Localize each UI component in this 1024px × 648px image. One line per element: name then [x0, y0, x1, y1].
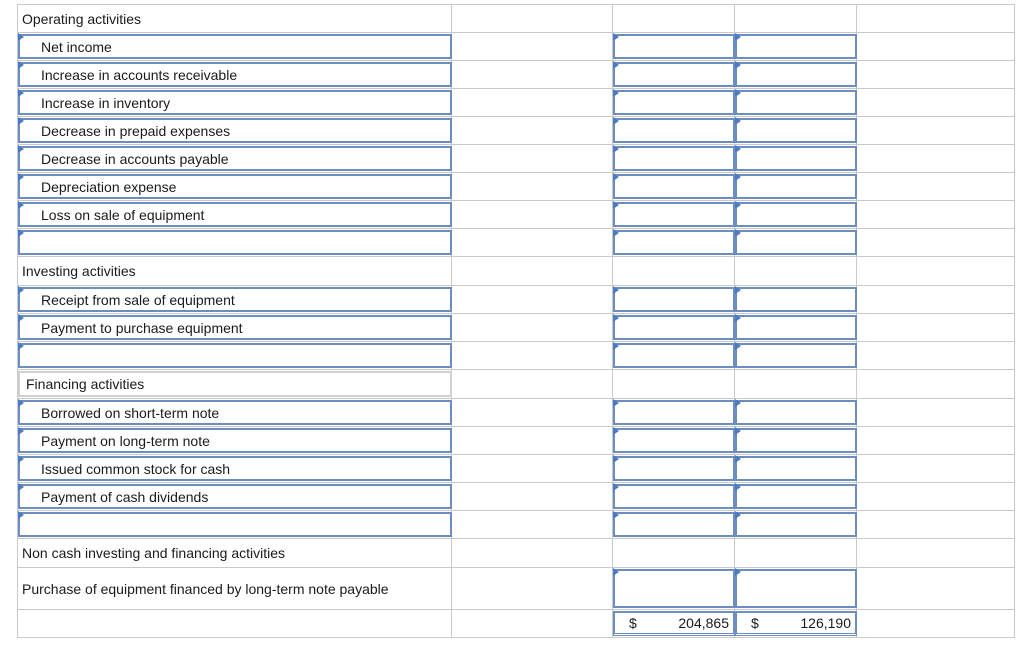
table-row: [18, 314, 1015, 342]
label-input[interactable]: [18, 315, 452, 340]
amount-input[interactable]: [613, 315, 735, 340]
heading-input[interactable]: [18, 371, 452, 397]
label-input[interactable]: [18, 62, 452, 87]
amount-input[interactable]: [613, 34, 735, 59]
dropdown-marker-icon[interactable]: [613, 145, 619, 153]
table-row: [18, 89, 1015, 117]
currency-symbol: $: [629, 615, 637, 631]
table-row: [18, 229, 1015, 257]
dropdown-marker-icon[interactable]: [18, 61, 24, 69]
table-row: [18, 399, 1015, 427]
dropdown-marker-icon[interactable]: [18, 33, 24, 41]
dropdown-marker-icon[interactable]: [18, 117, 24, 125]
label-input[interactable]: [18, 428, 452, 453]
section-header-row: [18, 539, 1015, 568]
dropdown-marker-icon[interactable]: [18, 483, 24, 491]
row-label: Decrease in prepaid expenses: [41, 122, 231, 139]
dropdown-marker-icon[interactable]: [735, 145, 741, 153]
dropdown-marker-icon[interactable]: [735, 89, 741, 97]
dropdown-marker-icon[interactable]: [18, 427, 24, 435]
dropdown-marker-icon[interactable]: [613, 117, 619, 125]
total-debit-value: 204,865: [678, 615, 729, 631]
dropdown-marker-icon[interactable]: [18, 229, 24, 237]
amount-input[interactable]: [613, 118, 735, 143]
dropdown-marker-icon[interactable]: [735, 286, 741, 294]
dropdown-marker-icon[interactable]: [613, 201, 619, 209]
label-input[interactable]: [18, 343, 452, 368]
amount-input[interactable]: [613, 174, 735, 199]
label-input[interactable]: [18, 202, 452, 227]
amount-input[interactable]: [735, 90, 857, 115]
dropdown-marker-icon[interactable]: [735, 173, 741, 181]
dropdown-marker-icon[interactable]: [735, 342, 741, 350]
label-input[interactable]: [18, 90, 452, 115]
row-label: Payment of cash dividends: [41, 488, 209, 505]
dropdown-marker-icon[interactable]: [18, 286, 24, 294]
amount-input[interactable]: [735, 34, 857, 59]
section-header-row: [18, 5, 1015, 33]
dropdown-marker-icon[interactable]: [613, 511, 619, 519]
amount-input[interactable]: [735, 512, 857, 537]
amount-input[interactable]: [735, 202, 857, 227]
row-label: Payment to purchase equipment: [41, 319, 243, 336]
label-input[interactable]: [18, 512, 452, 537]
dropdown-marker-icon[interactable]: [613, 33, 619, 41]
row-label: Borrowed on short-term note: [41, 404, 220, 421]
dropdown-marker-icon[interactable]: [613, 427, 619, 435]
row-label: Issued common stock for cash: [41, 460, 231, 477]
label-input[interactable]: [18, 34, 452, 59]
dropdown-marker-icon[interactable]: [613, 342, 619, 350]
amount-input[interactable]: [735, 315, 857, 340]
table-row: [18, 145, 1015, 173]
amount-input[interactable]: [735, 62, 857, 87]
dropdown-marker-icon[interactable]: [735, 314, 741, 322]
label-input[interactable]: [18, 146, 452, 171]
cash-flow-worksheet: [17, 4, 1015, 638]
dropdown-marker-icon[interactable]: [735, 229, 741, 237]
dropdown-marker-icon[interactable]: [18, 201, 24, 209]
dropdown-marker-icon[interactable]: [18, 314, 24, 322]
dropdown-marker-icon[interactable]: [735, 33, 741, 41]
amount-input[interactable]: [735, 484, 857, 509]
totals-row: [18, 610, 1015, 638]
amount-input[interactable]: [735, 400, 857, 425]
section-heading-noncash: Non cash investing and financing activities: [22, 545, 286, 561]
section-header-row: [18, 370, 1015, 399]
dropdown-marker-icon[interactable]: [613, 89, 619, 97]
amount-input[interactable]: [613, 343, 735, 368]
amount-input[interactable]: [613, 400, 735, 425]
row-label: Receipt from sale of equipment: [41, 291, 235, 308]
row-label: Increase in accounts receivable: [41, 66, 238, 83]
dropdown-marker-icon[interactable]: [735, 568, 741, 576]
dropdown-marker-icon[interactable]: [735, 399, 741, 407]
amount-input[interactable]: [735, 569, 857, 608]
amount-input[interactable]: [735, 456, 857, 481]
dropdown-marker-icon[interactable]: [613, 399, 619, 407]
amount-input[interactable]: [613, 287, 735, 312]
total-credit-value: 126,190: [800, 615, 851, 631]
dropdown-marker-icon[interactable]: [735, 117, 741, 125]
amount-input[interactable]: [613, 456, 735, 481]
label-input[interactable]: [18, 230, 452, 255]
amount-input[interactable]: [735, 174, 857, 199]
dropdown-marker-icon[interactable]: [613, 173, 619, 181]
row-label: Increase in inventory: [41, 94, 171, 111]
dropdown-marker-icon[interactable]: [735, 201, 741, 209]
amount-input[interactable]: [735, 230, 857, 255]
dropdown-marker-icon[interactable]: [18, 145, 24, 153]
dropdown-marker-icon[interactable]: [735, 427, 741, 435]
table-row: [18, 511, 1015, 539]
section-heading-financing: Financing activities: [26, 376, 145, 392]
amount-input[interactable]: [613, 512, 735, 537]
amount-input[interactable]: [613, 484, 735, 509]
dropdown-marker-icon[interactable]: [18, 455, 24, 463]
amount-input[interactable]: [735, 428, 857, 453]
amount-input[interactable]: [613, 62, 735, 87]
label-input[interactable]: [18, 400, 452, 425]
table-row: [18, 61, 1015, 89]
section-heading-operating: Operating activities: [22, 10, 142, 27]
label-input[interactable]: [18, 174, 452, 199]
amount-input[interactable]: [735, 287, 857, 312]
table-row: [18, 173, 1015, 201]
label-input[interactable]: [18, 484, 452, 509]
table-row: [18, 427, 1015, 455]
amount-input[interactable]: [735, 146, 857, 171]
amount-input[interactable]: [613, 90, 735, 115]
table-row: [18, 117, 1015, 145]
table-row: [18, 286, 1015, 314]
table-row: [18, 568, 1015, 610]
label-input[interactable]: [18, 287, 452, 312]
dropdown-marker-icon[interactable]: [18, 89, 24, 97]
amount-input[interactable]: [613, 428, 735, 453]
dropdown-marker-icon[interactable]: [613, 483, 619, 491]
dropdown-marker-icon[interactable]: [735, 483, 741, 491]
dropdown-marker-icon[interactable]: [735, 455, 741, 463]
amount-input[interactable]: [613, 146, 735, 171]
dropdown-marker-icon[interactable]: [613, 314, 619, 322]
table-row: [18, 33, 1015, 61]
label-input[interactable]: [18, 456, 452, 481]
dropdown-marker-icon[interactable]: [613, 455, 619, 463]
table-row: [18, 342, 1015, 370]
total-credit-field: [735, 611, 857, 636]
row-label: Loss on sale of equipment: [41, 206, 205, 223]
total-debit-field: [613, 611, 735, 636]
dropdown-marker-icon[interactable]: [613, 568, 619, 576]
section-heading-investing: Investing activities: [22, 263, 136, 279]
amount-input[interactable]: [613, 230, 735, 255]
row-label: Payment on long-term note: [41, 432, 210, 449]
row-label: Decrease in accounts payable: [41, 150, 229, 167]
label-input[interactable]: [18, 118, 452, 143]
dropdown-marker-icon[interactable]: [613, 286, 619, 294]
amount-input[interactable]: [735, 118, 857, 143]
amount-input[interactable]: [613, 202, 735, 227]
dropdown-marker-icon[interactable]: [18, 399, 24, 407]
dropdown-marker-icon[interactable]: [18, 342, 24, 350]
table-row: [18, 455, 1015, 483]
dropdown-marker-icon[interactable]: [735, 511, 741, 519]
dropdown-marker-icon[interactable]: [18, 173, 24, 181]
table-row: [18, 483, 1015, 511]
dropdown-marker-icon[interactable]: [18, 511, 24, 519]
dropdown-marker-icon[interactable]: [613, 229, 619, 237]
row-label: Net income: [41, 38, 112, 55]
dropdown-marker-icon[interactable]: [735, 61, 741, 69]
row-label-noncash: Purchase of equipment financed by long-term note payable: [22, 580, 389, 597]
amount-input[interactable]: [735, 343, 857, 368]
dropdown-marker-icon[interactable]: [613, 61, 619, 69]
amount-input[interactable]: [613, 569, 735, 608]
currency-symbol: $: [751, 615, 759, 631]
section-header-row: [18, 257, 1015, 286]
row-label: Depreciation expense: [41, 178, 177, 195]
table-row: [18, 201, 1015, 229]
